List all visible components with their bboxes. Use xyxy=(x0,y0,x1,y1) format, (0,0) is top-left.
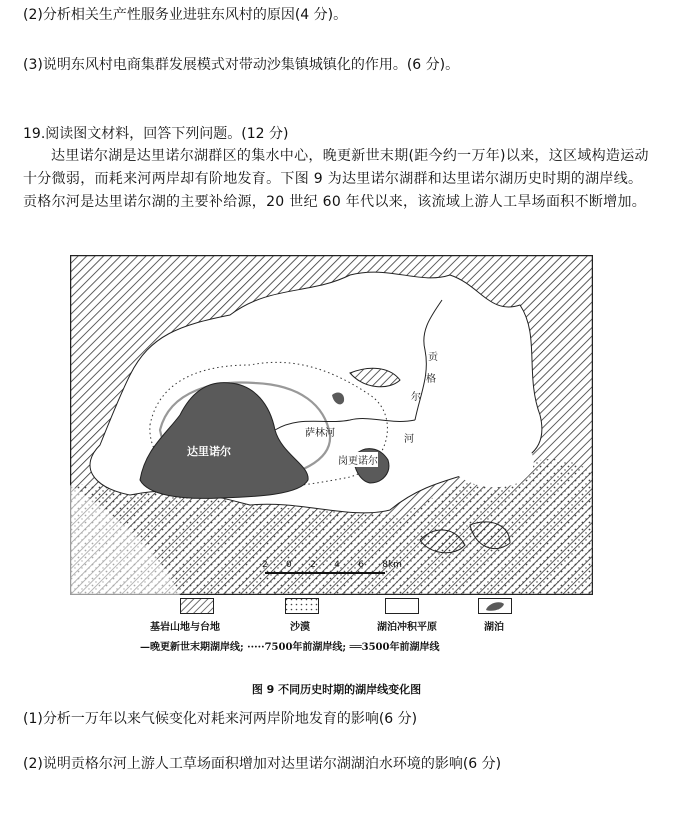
scale-tick: 4 xyxy=(334,560,340,570)
scale-tick: 2 xyxy=(310,560,316,570)
label-lake-dalinuoer: 达里诺尔 xyxy=(187,445,231,458)
legend-label-desert: 沙漠 xyxy=(290,622,310,633)
legend-lines: —晚更新世末期湖岸线; ·····7500年前湖岸线; ══3500年前湖岸线 xyxy=(140,642,440,653)
label-river-gongger-4: 河 xyxy=(404,434,414,445)
scale-tick: 6 xyxy=(358,560,364,570)
legend-swatch-bedrock xyxy=(180,598,214,614)
legend-swatch-desert xyxy=(285,598,319,614)
label-river-gongger-3: 尔 xyxy=(411,392,421,403)
scale-tick: 8km xyxy=(382,560,402,570)
legend-swatch-lake xyxy=(478,598,512,614)
figure-caption: 图 9 不同历史时期的湖岸线变化图 xyxy=(251,683,422,696)
question-2-top: (2)分析相关生产性服务业进驻东风村的原因(4 分)。 xyxy=(23,7,348,23)
label-river-salin: 萨林河 xyxy=(305,428,335,439)
sub-question-2: (2)说明贡格尔河上游人工草场面积增加对达里诺尔湖湖泊水环境的影响(6 分) xyxy=(23,756,502,772)
label-river-gongger-2: 格 xyxy=(426,374,436,385)
label-river-gongger-1: 贡 xyxy=(428,352,438,363)
legend-label-bedrock: 基岩山地与台地 xyxy=(150,622,220,633)
scale-ticks xyxy=(262,560,402,570)
legend-label-lake: 湖泊 xyxy=(484,622,504,633)
map-legend xyxy=(140,598,560,658)
question-19-body: 达里诺尔湖是达里诺尔湖群区的集水中心，晚更新世末期(距今约一万年)以来，这区域构造运动十分微弱，而耗来河两岸却有阶地发育。下图 9 为达里诺尔湖群和达里诺尔湖历史时期的湖岸线。贡格尔河是达里诺尔湖的主要补给源，20 世纪 60 年代以来，该流域上游人工旱场面积不断增加。 xyxy=(23,148,649,210)
label-lake-ganggeng: 岗更诺尔 xyxy=(338,452,378,467)
legend-label-plain: 湖泊冲积平原 xyxy=(377,622,437,633)
scale-tick: 2 xyxy=(262,560,268,570)
sub-question-1: (1)分析一万年以来气候变化对耗来河两岸阶地发育的影响(6 分) xyxy=(23,711,418,727)
legend-swatch-plain xyxy=(385,598,419,614)
question-3-top: (3)说明东风村电商集群发展模式对带动沙集镇城镇化的作用。(6 分)。 xyxy=(23,57,460,73)
scale-tick: 0 xyxy=(286,560,292,570)
question-19-heading: 19.阅读图文材料，回答下列问题。(12 分) xyxy=(23,126,289,142)
